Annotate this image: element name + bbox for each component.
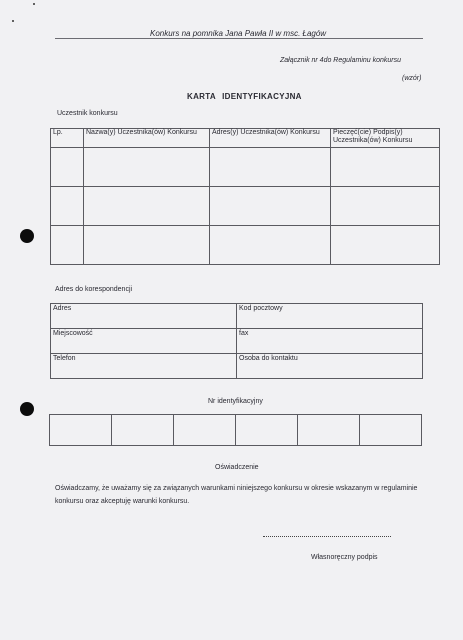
table-cell[interactable] [84,226,210,265]
participant-table-header [51,129,440,148]
table-row [51,329,423,354]
table-row [50,415,422,446]
declaration-heading: Oświadczenie [215,464,259,471]
address-field[interactable]: Adres [51,304,237,329]
card-title: KARTA IDENTYFIKACYJNA [187,92,302,101]
template-note: (wzór) [402,75,422,82]
phone-field[interactable]: Telefon [51,354,237,379]
header-divider [55,38,423,39]
id-number-boxes [49,414,422,446]
fax-field[interactable]: fax [237,329,423,354]
scan-speck [12,20,14,22]
contact-person-field[interactable]: Osoba do kontaktu [237,354,423,379]
table-cell[interactable] [331,187,440,226]
table-cell[interactable] [210,226,331,265]
id-number-label: Nr identyfikacyjny [208,398,263,405]
id-digit-box[interactable] [174,415,236,446]
table-row [51,187,440,226]
table-cell[interactable] [51,226,84,265]
table-cell[interactable] [210,187,331,226]
correspondence-section-label: Adres do korespondencji [55,286,133,293]
column-header-lp: Lp. [51,129,84,148]
column-header-address: Adres(y) Uczestnika(ów) Konkursu [210,129,331,148]
column-header-stamp-signature: Pieczęć(cie) Podpis(y) Uczestnika(ów) Konkursu [331,129,440,148]
city-field[interactable]: Miejscowość [51,329,237,354]
annex-note: Załącznik nr 4do Regulaminu konkursu [280,57,402,64]
table-cell[interactable] [84,148,210,187]
table-row [51,304,423,329]
table-cell[interactable] [51,148,84,187]
punch-hole-icon [20,402,34,416]
participant-section-label: Uczestnik konkursu [57,110,118,117]
id-digit-box[interactable] [50,415,112,446]
table-cell[interactable] [210,148,331,187]
table-cell[interactable] [51,187,84,226]
table-row [51,226,440,265]
id-digit-box[interactable] [360,415,422,446]
table-cell[interactable] [331,148,440,187]
table-cell[interactable] [84,187,210,226]
table-row [51,148,440,187]
scan-speck [33,3,35,5]
column-header-name: Nazwa(y) Uczestnika(ów) Konkursu [84,129,210,148]
participant-table [50,128,440,265]
id-digit-box[interactable] [112,415,174,446]
signature-line[interactable] [263,536,391,537]
table-row [51,354,423,379]
id-digit-box[interactable] [298,415,360,446]
signature-label: Własnoręczny podpis [311,554,378,561]
table-cell[interactable] [331,226,440,265]
postal-code-field[interactable]: Kod pocztowy [237,304,423,329]
document-header-title: Konkurs na pomnika Jana Pawła II w msc. Łagów [150,29,327,38]
declaration-text: Oświadczamy, że uważamy się za związanych warunkami niniejszego konkursu w okresie wskazanym w regulaminie konkursu oraz akceptuję warunki konkursu. [55,485,418,505]
id-digit-box[interactable] [236,415,298,446]
correspondence-table [50,303,423,379]
punch-hole-icon [20,229,34,243]
